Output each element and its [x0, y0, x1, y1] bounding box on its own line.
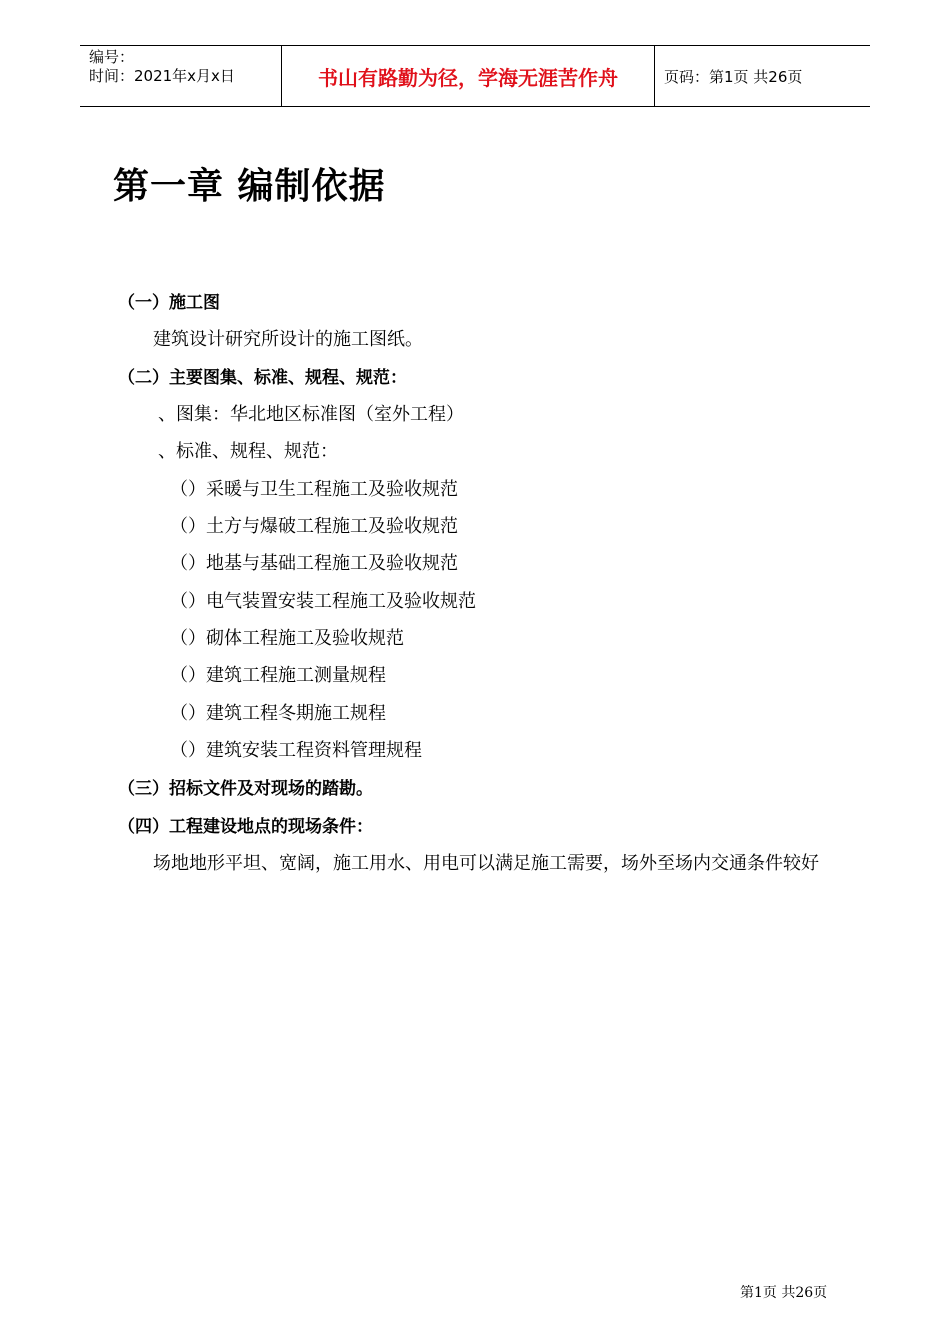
standard-item: （）建筑工程冬期施工规程 [170, 703, 386, 724]
section-3-heading: （三）招标文件及对现场的踏勘。 [118, 779, 373, 799]
chapter-title: 第一章 编制依据 [113, 166, 386, 207]
section-1-heading: （一）施工图 [118, 293, 220, 313]
document-number-label: 编号： [89, 48, 135, 66]
standard-item: （）电气装置安装工程施工及验收规范 [170, 591, 476, 612]
header-meta [80, 46, 282, 106]
standards-line: 、标准、规程、规范： [158, 441, 338, 462]
section-2-heading: （二）主要图集、标准、规程、规范： [118, 368, 407, 388]
standard-item: （）建筑工程施工测量规程 [170, 665, 386, 686]
header-motto: 书山有路勤为径，学海无涯苦作舟 [282, 46, 655, 106]
section-4-heading: （四）工程建设地点的现场条件： [118, 817, 373, 837]
standard-item: （）地基与基础工程施工及验收规范 [170, 553, 458, 574]
atlas-line: 、图集：华北地区标准图（室外工程） [158, 404, 464, 425]
section-4-text: 场地地形平坦、宽阔，施工用水、用电可以满足施工需要，场外至场内交通条件较好 [153, 853, 819, 874]
standard-item: （）土方与爆破工程施工及验收规范 [170, 516, 458, 537]
standard-item: （）采暖与卫生工程施工及验收规范 [170, 479, 458, 500]
section-1-text: 建筑设计研究所设计的施工图纸。 [153, 329, 423, 350]
document-date: 时间：2021年x月x日 [89, 67, 235, 85]
standard-item: （）砌体工程施工及验收规范 [170, 628, 404, 649]
standard-item: （）建筑安装工程资料管理规程 [170, 740, 422, 761]
page-footer: 第1页 共26页 [740, 1285, 828, 1301]
header-page-info: 页码：第1页 共26页 [664, 67, 803, 86]
page-header [80, 45, 870, 107]
